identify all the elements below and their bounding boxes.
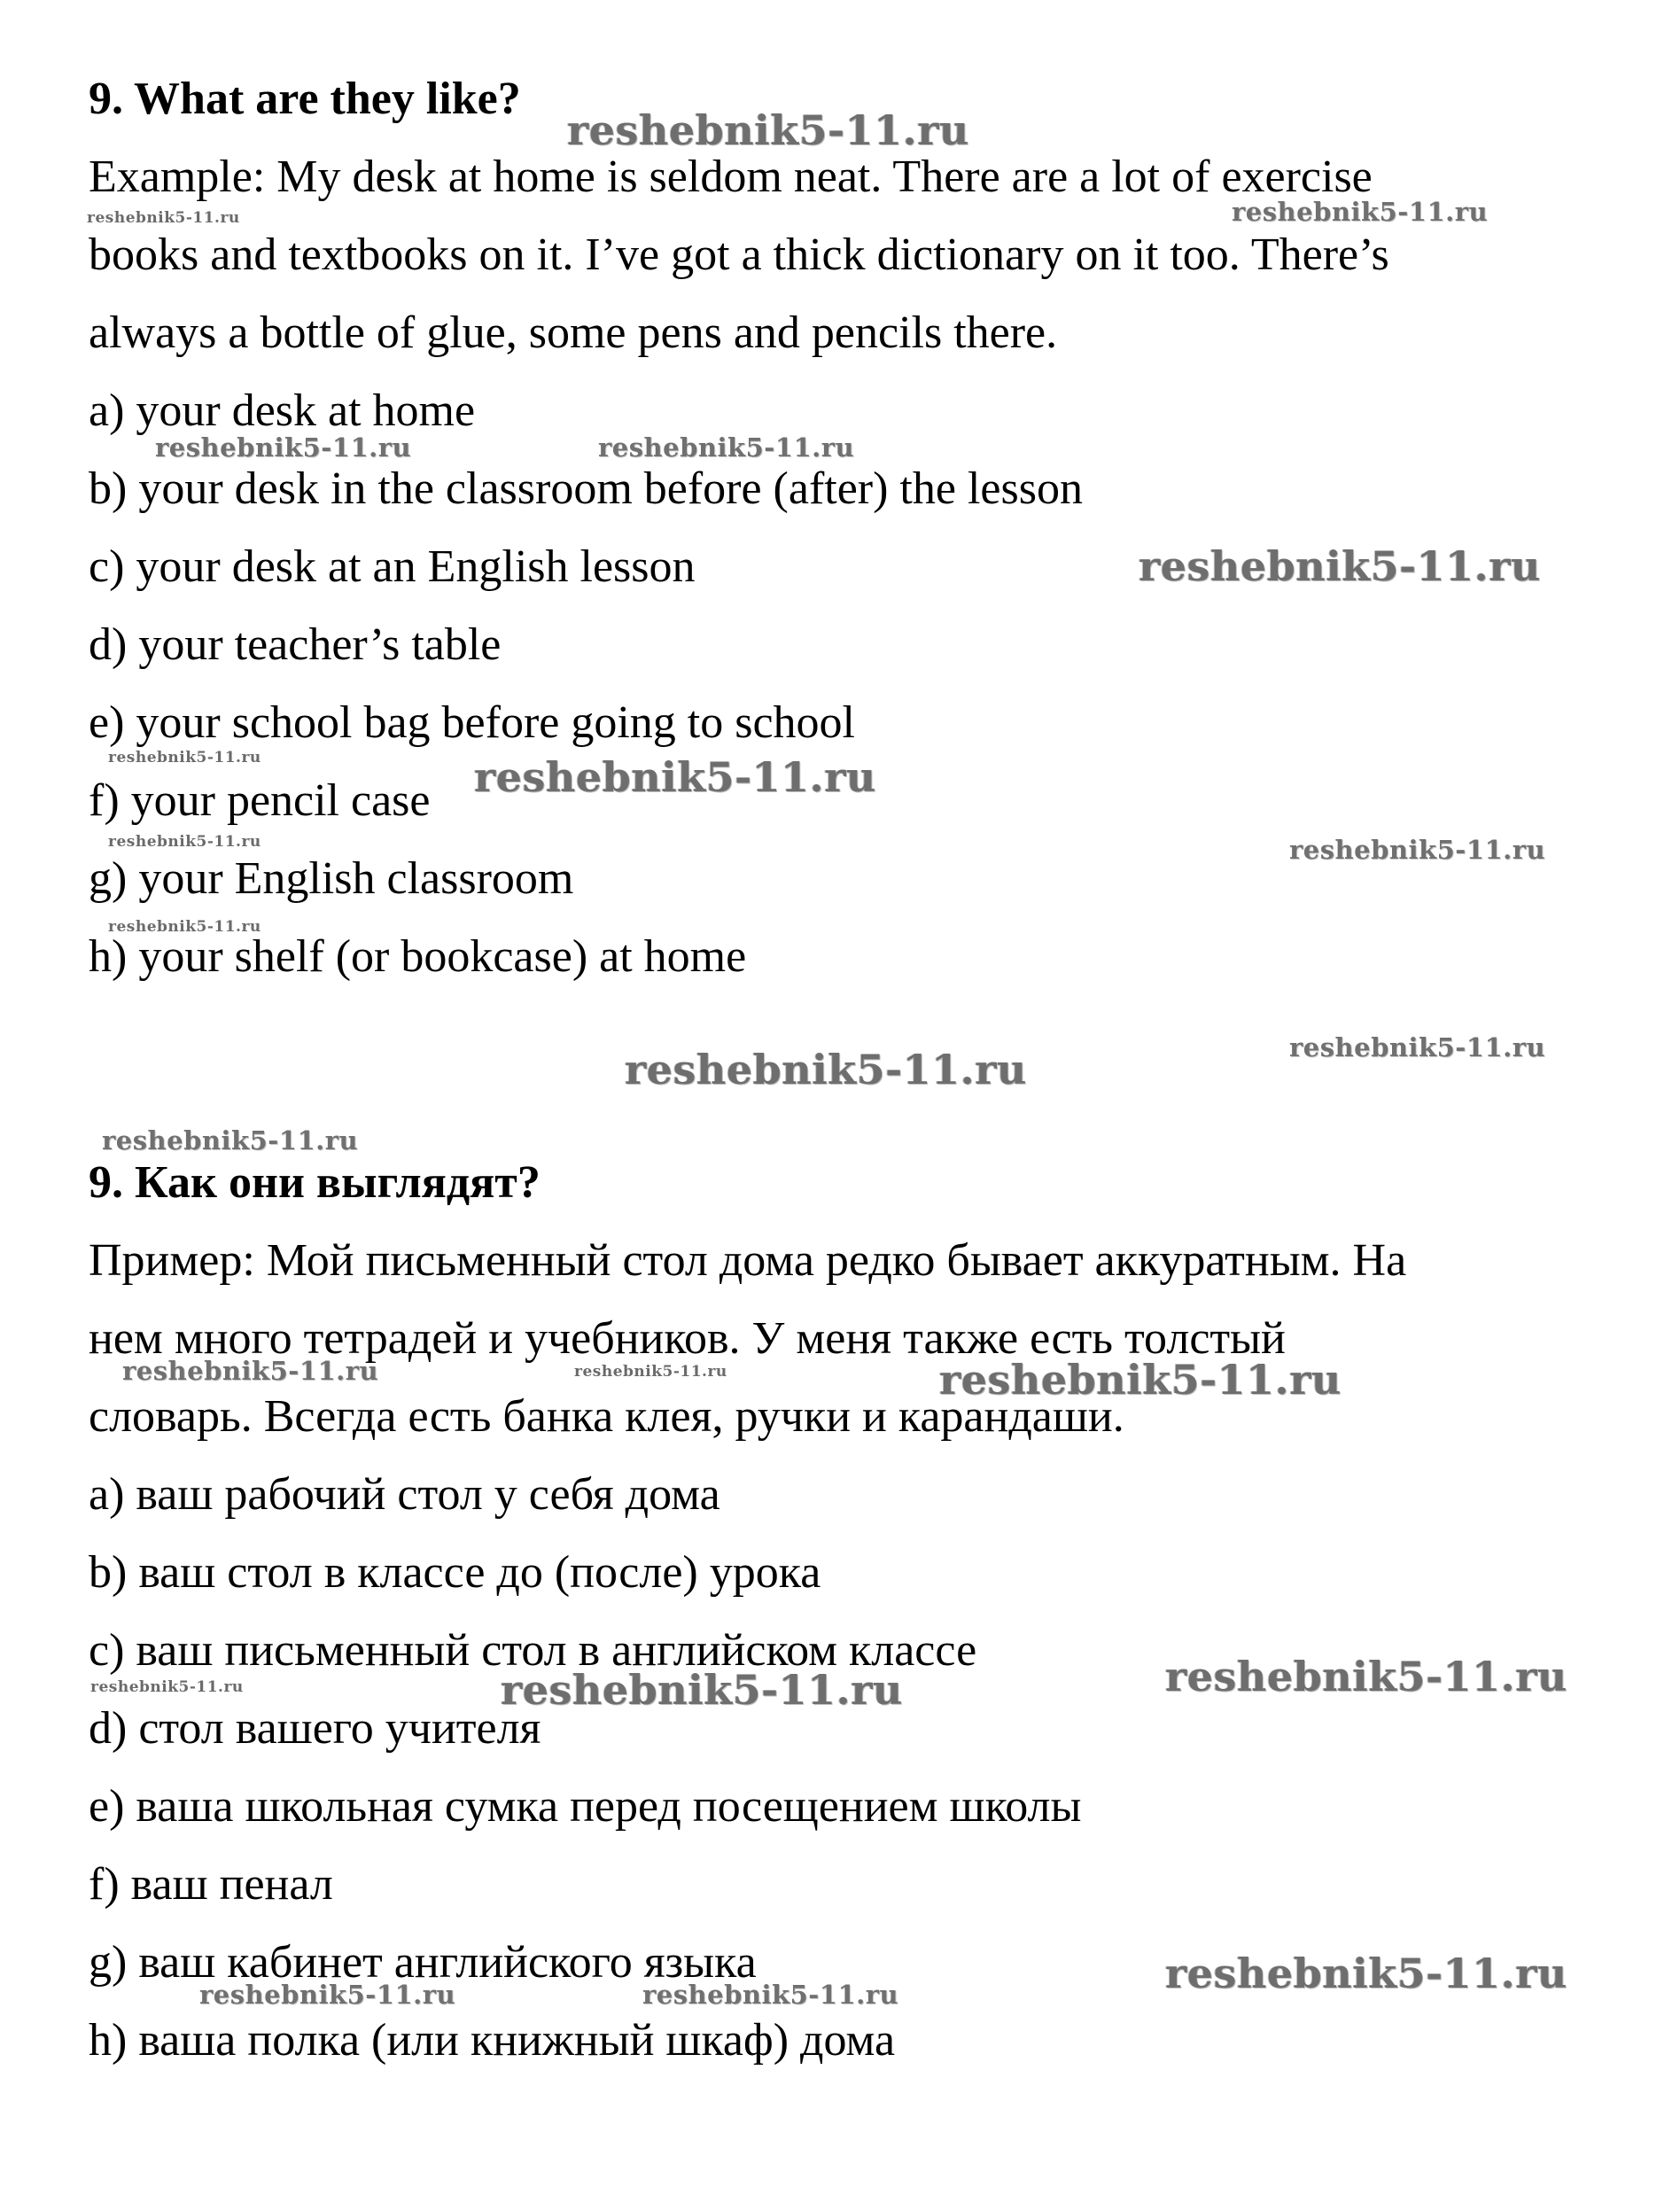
english-item-a: a) your desk at home xyxy=(89,385,476,436)
watermark: reshebnik5-11.ru xyxy=(102,1125,359,1156)
english-example-line-3: always a bottle of glue, some pens and pencils there. xyxy=(89,307,1058,358)
watermark: reshebnik5-11.ru xyxy=(574,1363,727,1381)
english-item-f: f) your pencil case xyxy=(89,775,431,826)
english-item-b: b) your desk in the classroom before (after) the lesson xyxy=(89,463,1083,514)
watermark: reshebnik5-11.ru xyxy=(90,1678,244,1696)
russian-example-line-1: Пример: Мой письменный стол дома редко бывает аккуратным. На xyxy=(89,1235,1407,1286)
watermark: reshebnik5-11.ru xyxy=(1289,835,1546,865)
watermark: reshebnik5-11.ru xyxy=(598,432,855,463)
watermark: reshebnik5-11.ru xyxy=(87,209,240,227)
russian-item-f: f) ваш пенал xyxy=(89,1859,333,1910)
watermark: reshebnik5-11.ru xyxy=(1165,1949,1567,1997)
english-item-e: e) your school bag before going to school xyxy=(89,697,856,748)
russian-example-line-3: словарь. Всегда есть банка клея, ручки и карандаши. xyxy=(89,1391,1124,1442)
english-item-c: c) your desk at an English lesson xyxy=(89,541,696,592)
russian-item-a: a) ваш рабочий стол у себя дома xyxy=(89,1469,720,1520)
english-item-h: h) your shelf (or bookcase) at home xyxy=(89,931,747,982)
english-item-g: g) your English classroom xyxy=(89,853,574,904)
russian-item-c: c) ваш письменный стол в английском классе xyxy=(89,1625,977,1676)
russian-item-b: b) ваш стол в классе до (после) урока xyxy=(89,1547,821,1598)
russian-title: 9. Как они выглядят? xyxy=(89,1157,541,1208)
watermark: reshebnik5-11.ru xyxy=(474,753,876,801)
english-example-line-2: books and textbooks on it. I’ve got a thick dictionary on it too. There’s xyxy=(89,230,1389,280)
watermark: reshebnik5-11.ru xyxy=(199,1980,456,2010)
watermark: reshebnik5-11.ru xyxy=(1289,1032,1546,1062)
watermark: reshebnik5-11.ru xyxy=(1232,197,1489,227)
watermark: reshebnik5-11.ru xyxy=(1165,1653,1567,1700)
watermark: reshebnik5-11.ru xyxy=(122,1356,379,1386)
watermark: reshebnik5-11.ru xyxy=(501,1666,903,1714)
russian-item-e: e) ваша школьная сумка перед посещением школы xyxy=(89,1781,1082,1832)
watermark: reshebnik5-11.ru xyxy=(108,833,261,851)
watermark: reshebnik5-11.ru xyxy=(625,1046,1027,1093)
watermark: reshebnik5-11.ru xyxy=(108,749,261,766)
watermark: reshebnik5-11.ru xyxy=(939,1356,1342,1404)
english-item-d: d) your teacher’s table xyxy=(89,619,502,670)
english-title: 9. What are they like? xyxy=(89,74,521,124)
russian-item-h: h) ваша полка (или книжный шкаф) дома xyxy=(89,2015,896,2066)
watermark: reshebnik5-11.ru xyxy=(1139,542,1541,590)
russian-item-g: g) ваш кабинет английского языка xyxy=(89,1937,757,1988)
russian-item-d: d) стол вашего учителя xyxy=(89,1703,541,1754)
watermark: reshebnik5-11.ru xyxy=(155,432,412,463)
watermark: reshebnik5-11.ru xyxy=(567,106,969,154)
english-example-line-1: Example: My desk at home is seldom neat. There are a lot of exercise xyxy=(89,152,1373,202)
watermark: reshebnik5-11.ru xyxy=(108,918,261,936)
watermark: reshebnik5-11.ru xyxy=(642,1980,899,2010)
russian-example-line-2: нем много тетрадей и учебников. У меня также есть толстый xyxy=(89,1313,1286,1364)
